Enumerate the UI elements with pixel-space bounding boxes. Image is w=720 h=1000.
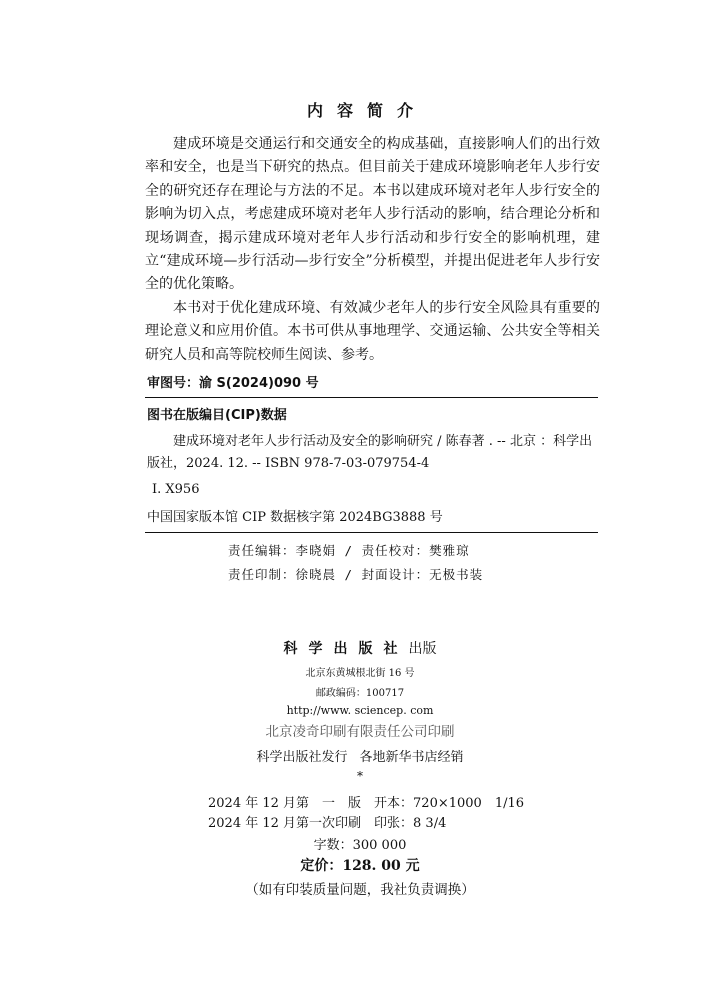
- printer: 北京凌奇印刷有限责任公司印刷: [265, 724, 455, 740]
- divider-bottom: [145, 532, 598, 533]
- price-value: 128. 00 元: [342, 858, 420, 874]
- publisher-suffix: 出版: [408, 641, 437, 657]
- postcode: 邮政编码：100717: [315, 688, 405, 699]
- map-review-number: 审图号：渝 S(2024)090 号: [147, 376, 319, 391]
- separator-asterisk: *: [357, 769, 363, 783]
- publisher-address: 北京东黄城根北街 16 号: [305, 668, 415, 679]
- publisher-line: [0, 638, 720, 658]
- divider-top: [145, 397, 598, 398]
- production-line: 责任印制：徐晓晨 / 封面设计：无极书装: [228, 567, 484, 582]
- distribution-line: [0, 746, 720, 765]
- intro-paragraph-1: 建成环境是交通运行和交通安全的构成基础，直接影响人们的出行效率和安全，也是当下研究的热点。但目前关于建成环境影响老年人步行安全的研究还存在理论与方法的不足。本书以建成环境对老年人步行安全的影响为切入点，考虑建成环境对老年人步行活动的影响，结合理论分析和现场调查，揭示建成环境对老年人步行活动和步行安全的影响机理，建立“建成环境—步行活动—步行安全”分析模型，并提出促进老年人步行安全的优化策略。: [145, 136, 600, 293]
- printing-line: 2024 年 12 月第一次印刷 印张：8 3/4: [208, 816, 447, 831]
- intro-paragraph-2: 本书对于优化建成环境、有效减少老年人的步行安全风险具有重要的理论意义和应用价值。本书可供从事地理学、交通运输、公共安全等相关研究人员和高等院校师生阅读、参考。: [145, 299, 600, 363]
- book-introduction: [145, 133, 600, 367]
- cip-classification: Ⅰ. X956: [152, 482, 200, 497]
- price-label: 定价：: [300, 858, 343, 874]
- cip-entry: 建成环境对老年人步行活动及安全的影响研究 / 陈春著 . -- 北京 ：科学出版社，2024. 12. -- ISBN 978-7-03-079754-4: [147, 434, 593, 471]
- cip-data-number: 中国国家版本馆 CIP 数据核字第 2024BG3888 号: [147, 510, 443, 525]
- price-line: [0, 855, 720, 875]
- word-count: 字数：300 000: [313, 838, 407, 853]
- distributor: 科学出版社发行: [256, 750, 348, 765]
- sellers: 各地新华书店经销: [359, 750, 464, 765]
- page-title: 内容简介: [306, 101, 427, 120]
- publisher-name: 科学出版社: [283, 641, 409, 657]
- edition-line: 2024 年 12 月第 一 版 开本：720×1000 1/16: [208, 796, 525, 811]
- website: http://www. sciencep. com: [286, 704, 434, 717]
- cip-heading: 图书在版编目(CIP)数据: [147, 408, 287, 423]
- quality-notice: （如有印装质量问题，我社负责调换）: [245, 882, 475, 898]
- editors-line: 责任编辑：李晓娟 / 责任校对：樊雅琼: [228, 543, 470, 558]
